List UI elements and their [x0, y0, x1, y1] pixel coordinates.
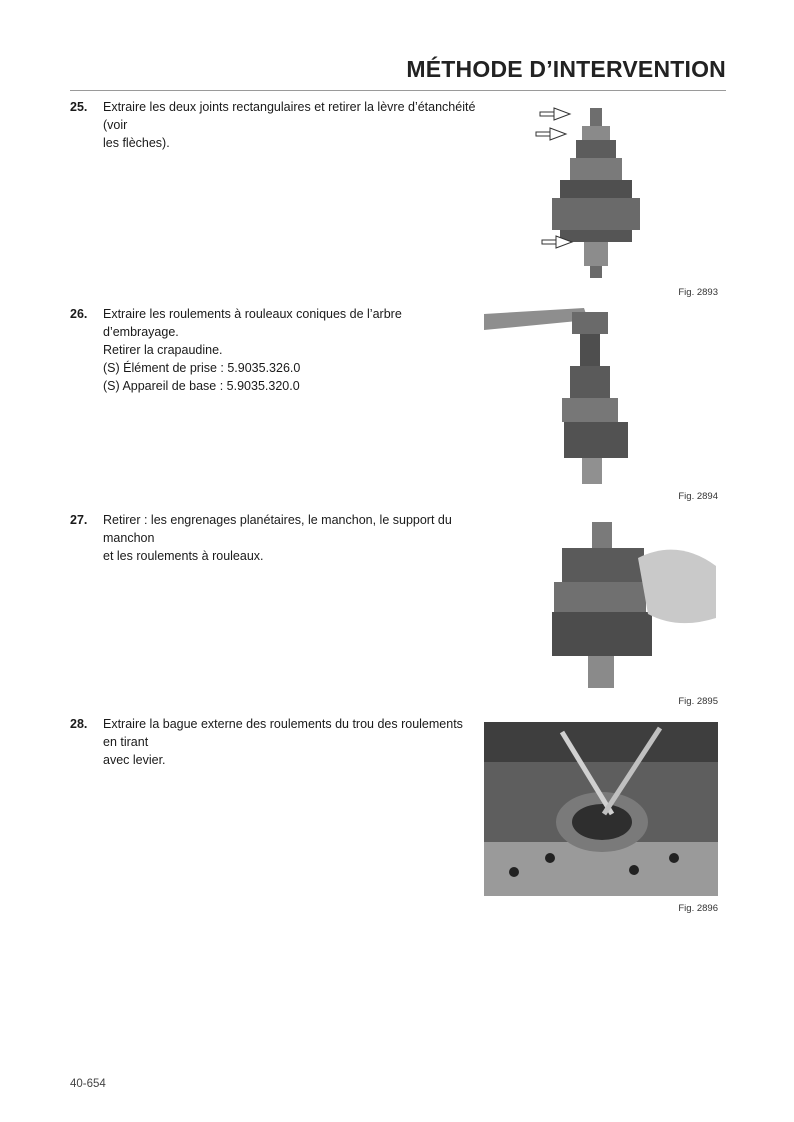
figure-caption: Fig. 2896 [678, 903, 718, 914]
step-number: 27. [70, 513, 88, 527]
figure-caption: Fig. 2895 [678, 696, 718, 707]
step-text-line: Retirer : les engrenages planétaires, le manchon, le support du manchon [103, 513, 452, 545]
step-number: 26. [70, 307, 88, 321]
figure-caption: Fig. 2894 [678, 491, 718, 502]
step-26 [70, 305, 480, 395]
step-27 [70, 511, 480, 565]
header-rule [70, 90, 726, 91]
step-text-line: (S) Appareil de base : 5.9035.320.0 [103, 379, 300, 393]
page-title: MÉTHODE D’INTERVENTION [406, 56, 726, 82]
step-28 [70, 715, 480, 769]
step-text-line: les flèches). [103, 136, 170, 150]
step-text-line: Extraire les deux joints rectangulaires et retirer la lèvre d’étanchéité (voir [103, 100, 476, 132]
figure-planetary-gears [548, 518, 720, 692]
step-text-line: avec levier. [103, 753, 166, 767]
figure-bearing-puller [484, 306, 634, 488]
step-text-line: et les roulements à rouleaux. [103, 549, 264, 563]
step-text-line: Extraire la bague externe des roulements du trou des roulements en tirant [103, 717, 463, 749]
figure-caption: Fig. 2893 [678, 287, 718, 298]
step-number: 25. [70, 100, 88, 114]
step-text-line: Retirer la crapaudine. [103, 343, 223, 357]
step-text-line: (S) Élément de prise : 5.9035.326.0 [103, 361, 301, 375]
step-number: 28. [70, 717, 88, 731]
step-25 [70, 98, 480, 152]
page-number: 40-654 [70, 1078, 106, 1090]
figure-bearing-bore-lever [484, 722, 718, 896]
step-text-line: Extraire les roulements à rouleaux coniques de l’arbre d’embrayage. [103, 307, 402, 339]
figure-gear-shaft-seals [530, 100, 660, 280]
